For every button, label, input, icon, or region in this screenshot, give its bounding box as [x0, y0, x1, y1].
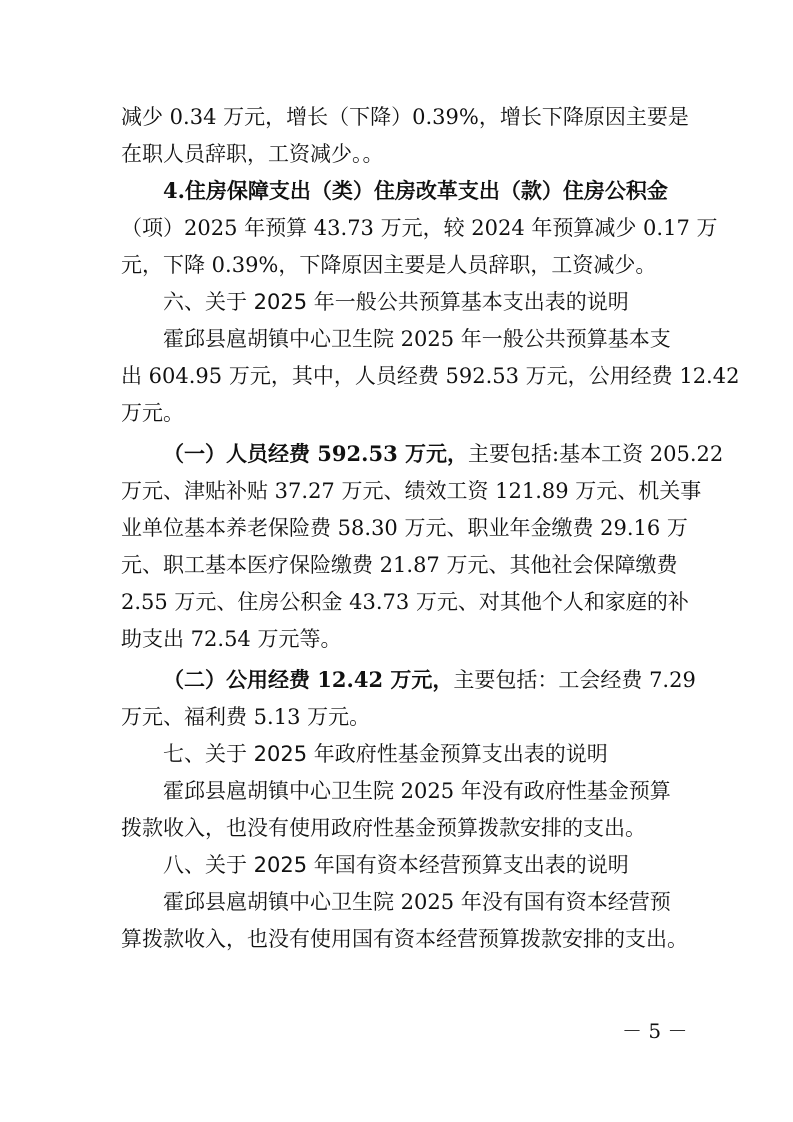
paragraph-line: 算拨款收入，也没有使用国有资本经营预算拨款安排的支出。	[121, 927, 688, 951]
paragraph-line: 元、职工基本医疗保险缴费 21.87 万元、其他社会保障缴费	[121, 553, 678, 577]
paragraph-line: 霍邱县扈胡镇中心卫生院 2025 年一般公共预算基本支	[163, 327, 671, 351]
paragraph-line: 万元、津贴补贴 37.27 万元、绩效工资 121.89 万元、机关事	[121, 479, 702, 503]
paragraph-line: （项）2025 年预算 43.73 万元，较 2024 年预算减少 0.17 万	[121, 216, 718, 240]
page-number: － 5 －	[622, 1019, 688, 1043]
section-heading: 4.住房保障支出（类）住房改革支出（款）住房公积金	[163, 178, 668, 203]
paragraph-line: 2.55 万元、住房公积金 43.73 万元、对其他个人和家庭的补	[121, 590, 689, 614]
paragraph-line: 万元。	[121, 401, 184, 425]
paragraph-line	[163, 666, 696, 694]
paragraph-line	[163, 440, 723, 468]
paragraph-line: 在职人员辞职，工资减少。。	[121, 142, 384, 166]
paragraph-line: 出 604.95 万元，其中，人员经费 592.53 万元，公用经费 12.42	[121, 364, 740, 388]
subheading-bold: （一）人员经费 592.53 万元，	[163, 441, 468, 466]
paragraph-line: 霍邱县扈胡镇中心卫生院 2025 年没有国有资本经营预	[163, 890, 671, 914]
paragraph-line: 拨款收入，也没有使用政府性基金预算拨款安排的支出。	[121, 816, 646, 840]
section-heading: 七、关于 2025 年政府性基金预算支出表的说明	[163, 742, 608, 766]
paragraph-line: 霍邱县扈胡镇中心卫生院 2025 年没有政府性基金预算	[163, 779, 671, 803]
paragraph-line: 减少 0.34 万元，增长（下降）0.39%，增长下降原因主要是	[121, 105, 689, 129]
section-heading: 八、关于 2025 年国有资本经营预算支出表的说明	[163, 853, 629, 877]
subheading-text: 主要包括：工会经费 7.29	[453, 668, 696, 692]
section-heading: 六、关于 2025 年一般公共预算基本支出表的说明	[163, 290, 629, 314]
subheading-bold: （二）公用经费 12.42 万元，	[163, 667, 454, 692]
subheading-text: 主要包括:基本工资 205.22	[468, 442, 724, 466]
paragraph-line: 业单位基本养老保险费 58.30 万元、职业年金缴费 29.16 万	[121, 516, 688, 540]
paragraph-line: 元，下降 0.39%，下降原因主要是人员辞职，工资减少。	[121, 253, 657, 277]
paragraph-line: 万元、福利费 5.13 万元。	[121, 705, 371, 729]
paragraph-line: 助支出 72.54 万元等。	[121, 627, 342, 651]
